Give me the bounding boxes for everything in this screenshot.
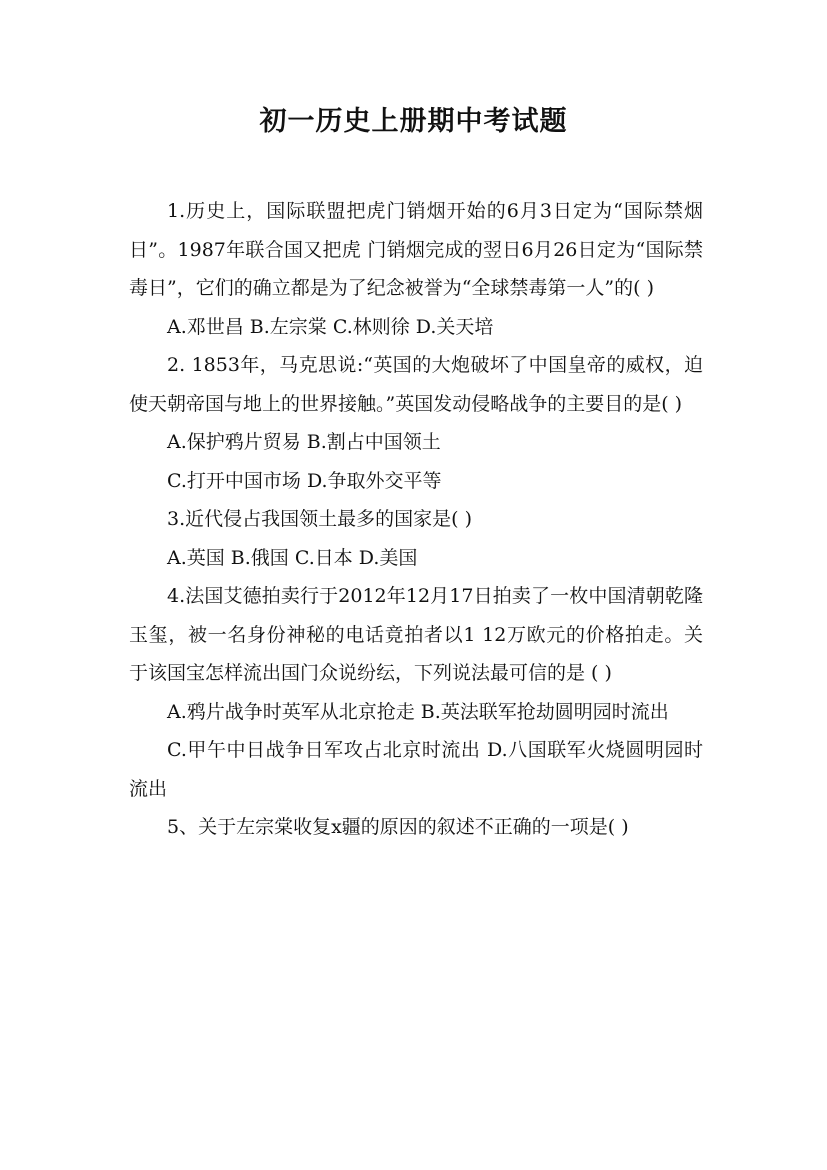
question-4-text: 4.法国艾德拍卖行于2012年12月17日拍卖了一枚中国清朝乾隆玉玺，被一名身份神秘的电话竟拍者以1 12万欧元的价格拍走。关于该国宝怎样流出国门众说纷纭，下列说法最可信的是 ( ) — [129, 585, 703, 684]
question-3-text: 3.近代侵占我国领土最多的国家是( ) — [167, 508, 472, 530]
question-1-options: A.邓世昌 B.左宗棠 C.林则徐 D.关天培 — [167, 315, 494, 338]
question-5-text: 5、关于左宗棠收复x疆的原因的叙述不正确的一项是( ) — [167, 816, 629, 838]
page-title: 初一历史上册期中考试题 — [259, 106, 568, 137]
question-4-options-cd: C.甲午中日战争日军攻占北京时流出 D.八国联军火烧圆明园时流出 — [129, 739, 703, 800]
question-2-options-cd: C.打开中国市场 D.争取外交平等 — [167, 469, 442, 492]
question-3-options: A.英国 B.俄国 C.日本 D.美国 — [167, 546, 418, 569]
question-2-options-ab: A.保护鸦片贸易 B.割占中国领土 — [167, 431, 441, 453]
document-body — [129, 192, 703, 847]
question-2-text: 2. 1853年，马克思说:“英国的大炮破坏了中国皇帝的威权，迫使天朝帝国与地上的世界接触。”英国发动侵略战争的主要目的是( ) — [129, 354, 703, 415]
question-4-options-ab: A.鸦片战争时英军从北京抢走 B.英法联军抢劫圆明园时流出 — [167, 700, 669, 723]
question-1-text: 1.历史上，国际联盟把虎门销烟开始的6月3日定为“国际禁烟日”。1987年联合国又把虎 门销烟完成的翌日6月26日定为“国际禁毒日”，它们的确立都是为了纪念被誉为“全球禁毒第一人”的( ) — [129, 200, 703, 299]
